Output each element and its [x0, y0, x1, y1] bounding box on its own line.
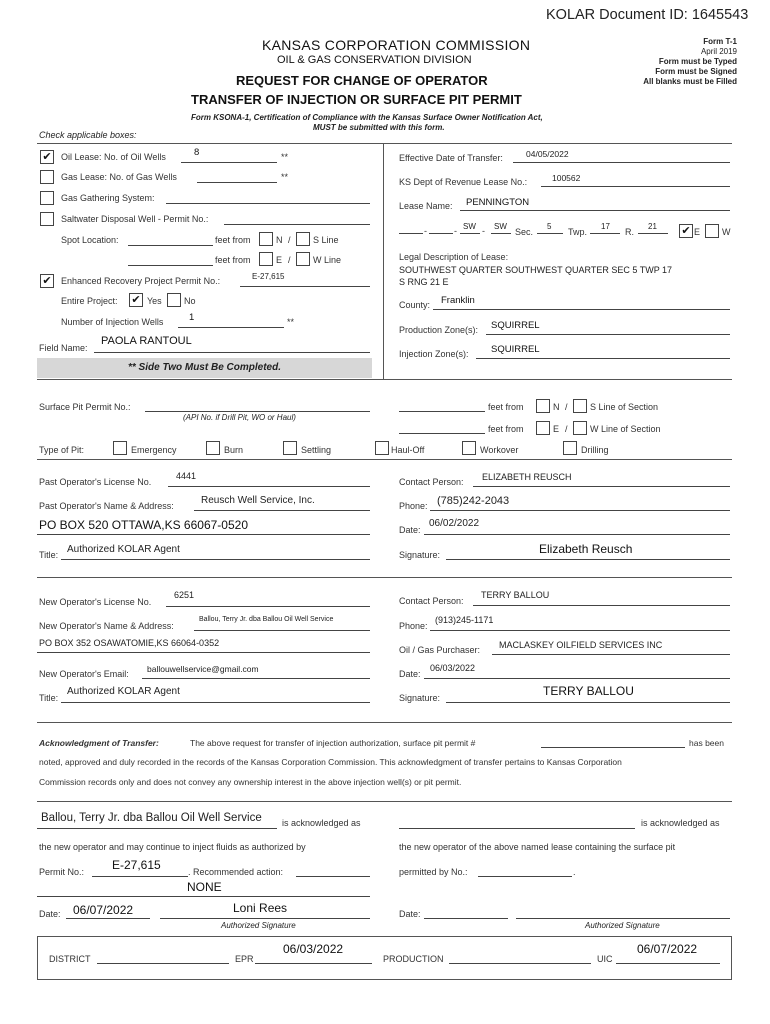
legal-description-line-1[interactable]: SOUTHWEST QUARTER SOUTHWEST QUARTER SEC 5 TWP 17: [399, 265, 673, 275]
pit-w-line-label: W Line of Section: [590, 424, 661, 434]
must-be-typed: Form must be Typed: [658, 57, 737, 66]
ack-permit-value[interactable]: E-27,615: [112, 858, 161, 872]
ack-left-date-label: Date:: [39, 909, 61, 919]
effective-date-value[interactable]: 04/05/2022: [526, 149, 569, 159]
district-line[interactable]: [97, 963, 229, 964]
new-email-line: [142, 678, 370, 679]
oil-wells-value[interactable]: 8: [194, 147, 200, 158]
new-date-label: Date:: [399, 669, 421, 679]
range-value[interactable]: 21: [648, 222, 657, 231]
past-signature-line: [446, 559, 730, 560]
past-date-label: Date:: [399, 525, 421, 535]
ack-left-text: the new operator and may continue to inject fluids as authorized by: [39, 842, 306, 852]
ack-right-auth-sig-label: Authorized Signature: [585, 921, 660, 930]
effective-date-label: Effective Date of Transfer:: [399, 153, 503, 163]
ack-text-1b: has been: [689, 738, 724, 748]
spot-slash-2: /: [288, 255, 291, 265]
gas-gathering-line[interactable]: [166, 203, 370, 204]
new-title-line: [61, 702, 370, 703]
new-phone-value[interactable]: (913)245-1171: [435, 615, 494, 625]
spot-e-checkbox[interactable]: [259, 252, 273, 266]
lease-name-label: Lease Name:: [399, 201, 453, 211]
gas-gathering-label: Gas Gathering System:: [61, 193, 155, 203]
spot-feet-from-2: feet from: [215, 255, 251, 265]
entire-no-checkbox[interactable]: [167, 293, 181, 307]
pit-type-label: Type of Pit:: [39, 445, 85, 455]
spot-ew-line[interactable]: [128, 265, 213, 266]
new-signature-line: [446, 702, 730, 703]
past-signature-value[interactable]: Elizabeth Reusch: [539, 542, 633, 556]
recommended-action-line-1: [296, 876, 370, 877]
form-subtitle-1: Form KSONA-1, Certification of Compliance with the Kansas Surface Owner Notification Act,: [191, 113, 543, 122]
recommended-action-label: . Recommended action:: [188, 867, 284, 877]
injection-wells-stars: **: [287, 317, 295, 327]
pit-burn-checkbox[interactable]: [206, 441, 220, 455]
pit-s-line-label: S Line of Section: [590, 402, 659, 412]
pit-ew-feet-line[interactable]: [399, 433, 485, 434]
lease-name-value[interactable]: PENNINGTON: [466, 197, 530, 208]
pit-n-label: N: [553, 402, 560, 412]
quarter-dash-1: -: [424, 226, 427, 236]
past-license-line: [168, 486, 370, 487]
past-date-value[interactable]: 06/02/2022: [429, 518, 480, 529]
ack-text-2: noted, approved and duly recorded in the records of the Kansas Corporation Commission. This acknowledgment of transfer pertains to Kansas Corporation: [39, 757, 622, 767]
document-id: KOLAR Document ID: 1645543: [546, 7, 749, 23]
uic-line: [616, 963, 720, 964]
purchaser-label: Oil / Gas Purchaser:: [399, 645, 481, 655]
new-address-line: [37, 652, 370, 653]
new-contact-label: Contact Person:: [399, 596, 464, 606]
injection-zone-value[interactable]: SQUIRREL: [491, 344, 540, 355]
county-line: [433, 309, 730, 310]
pit-drilling-label: Drilling: [581, 445, 609, 455]
pit-s-checkbox[interactable]: [573, 399, 587, 413]
agency-name: KANSAS CORPORATION COMMISSION: [262, 37, 531, 53]
spot-s-line-label: S Line: [313, 235, 339, 245]
pit-slash-2: /: [565, 424, 568, 434]
range-label: R.: [625, 227, 634, 237]
purchaser-line: [492, 654, 730, 655]
ack-permit-no-line: [92, 876, 188, 877]
new-license-value[interactable]: 6251: [174, 590, 195, 600]
spot-w-line-label: W Line: [313, 255, 342, 265]
new-signature-value[interactable]: TERRY BALLOU: [543, 684, 634, 698]
erp-checkbox[interactable]: ✔: [40, 274, 54, 288]
field-name-label: Field Name:: [39, 343, 88, 353]
ack-left-date-value[interactable]: 06/07/2022: [73, 903, 134, 917]
ack-right-date-label: Date:: [399, 909, 421, 919]
pit-w-checkbox[interactable]: [573, 421, 587, 435]
oil-lease-checkbox[interactable]: ✔: [40, 150, 54, 164]
range-e-checkbox[interactable]: ✔: [679, 224, 693, 238]
spot-e-label: E: [276, 255, 283, 265]
past-address-value[interactable]: PO BOX 520 OTTAWA,KS 66067-0520: [39, 518, 248, 532]
form-date: April 2019: [700, 47, 737, 56]
quarter-3-line: [460, 233, 480, 234]
entire-yes-checkbox[interactable]: ✔: [129, 293, 143, 307]
form-subtitle-2: MUST be submitted with this form.: [313, 123, 445, 132]
pit-e-label: E: [553, 424, 560, 434]
oil-lease-label: Oil Lease: No. of Oil Wells: [61, 152, 166, 162]
gas-lease-checkbox[interactable]: [40, 170, 54, 184]
section-bottom-rule: [37, 379, 732, 380]
form-title-line-1: REQUEST FOR CHANGE OF OPERATOR: [236, 73, 488, 88]
past-title-label: Title:: [39, 550, 59, 560]
epr-date-value[interactable]: 06/03/2022: [283, 942, 344, 956]
pit-workover-checkbox[interactable]: [462, 441, 476, 455]
past-signature-label: Signature:: [399, 550, 441, 560]
county-label: County:: [399, 300, 431, 310]
new-signature-label: Signature:: [399, 693, 441, 703]
recommended-action-line-2: [37, 896, 370, 897]
new-name-line: [194, 630, 370, 631]
pit-e-checkbox[interactable]: [536, 421, 550, 435]
entire-yes-label: Yes: [147, 296, 162, 306]
past-phone-value[interactable]: (785)242-2043: [437, 495, 510, 507]
erp-permit-line: [240, 286, 370, 287]
district-label: DISTRICT: [49, 954, 91, 964]
surface-pit-permit-line[interactable]: [145, 411, 370, 412]
division-name: OIL & GAS CONSERVATION DIVISION: [277, 54, 472, 66]
past-name-value[interactable]: Reusch Well Service, Inc.: [201, 495, 315, 506]
past-phone-line: [430, 510, 730, 511]
injection-zone-label: Injection Zone(s):: [399, 349, 469, 359]
quarter-1-line[interactable]: [399, 233, 423, 234]
quarter-2-line[interactable]: [429, 233, 453, 234]
spot-location-label: Spot Location:: [61, 235, 119, 245]
new-phone-label: Phone:: [399, 621, 428, 631]
production-line[interactable]: [449, 963, 591, 964]
spot-n-label: N: [276, 235, 283, 245]
effective-date-line: [513, 162, 730, 163]
legal-description-line-2[interactable]: S RNG 21 E: [399, 277, 449, 287]
quarter-dash-2: -: [454, 226, 457, 236]
field-name-value[interactable]: PAOLA RANTOUL: [101, 335, 192, 347]
epr-line: [255, 963, 372, 964]
pit-feet-from-1: feet from: [488, 402, 524, 412]
ack-left-signature-line: [160, 918, 370, 919]
ack-permit-line[interactable]: [541, 747, 685, 748]
sec-line: [537, 233, 563, 234]
ks-lease-no-value[interactable]: 100562: [552, 173, 581, 183]
sec-label: Sec.: [515, 227, 534, 237]
pit-slash-1: /: [565, 402, 568, 412]
side-two-banner: ** Side Two Must Be Completed.: [37, 358, 372, 378]
new-title-label: Title:: [39, 693, 59, 703]
ks-lease-no-label: KS Dept of Revenue Lease No.:: [399, 177, 528, 187]
lease-name-line: [460, 210, 730, 211]
past-section-rule: [37, 577, 732, 578]
range-w-checkbox[interactable]: [705, 224, 719, 238]
surface-pit-permit-label: Surface Pit Permit No.:: [39, 402, 131, 412]
swd-checkbox[interactable]: [40, 212, 54, 226]
gas-wells-line[interactable]: [197, 182, 277, 183]
entire-project-label: Entire Project:: [61, 296, 118, 306]
ack-left-is-acknowledged: is acknowledged as: [282, 818, 361, 828]
api-note: (API No. if Drill Pit, WO or Haul): [183, 413, 296, 422]
spot-location-line[interactable]: [128, 245, 213, 246]
form-number: Form T-1: [703, 37, 737, 46]
new-date-line: [424, 678, 730, 679]
past-title-line: [61, 559, 370, 560]
injection-wells-label: Number of Injection Wells: [61, 317, 164, 327]
ack-left-operator-name[interactable]: Ballou, Terry Jr. dba Ballou Oil Well Service: [41, 812, 262, 824]
swd-permit-line[interactable]: [224, 224, 370, 225]
new-phone-line: [430, 630, 730, 631]
gas-gathering-checkbox[interactable]: [40, 191, 54, 205]
oil-wells-stars: **: [281, 152, 289, 162]
erp-label: Enhanced Recovery Project Permit No.:: [61, 276, 221, 286]
section-divider: [383, 143, 384, 379]
past-phone-label: Phone:: [399, 501, 428, 511]
past-name-line: [194, 510, 370, 511]
pit-n-checkbox[interactable]: [536, 399, 550, 413]
past-contact-label: Contact Person:: [399, 477, 464, 487]
entire-no-label: No: [184, 296, 196, 306]
pit-burn-label: Burn: [224, 445, 244, 455]
legal-description-label: Legal Description of Lease:: [399, 252, 509, 262]
new-name-label: New Operator's Name & Address:: [39, 621, 174, 631]
ack-right-date-line[interactable]: [424, 918, 508, 919]
uic-date-value[interactable]: 06/07/2022: [637, 942, 698, 956]
range-e-label: E: [694, 227, 701, 237]
twp-label: Twp.: [568, 227, 588, 237]
pit-settling-checkbox[interactable]: [283, 441, 297, 455]
new-license-line: [166, 606, 370, 607]
spot-s-checkbox[interactable]: [296, 232, 310, 246]
uic-label: UIC: [597, 954, 613, 964]
sec-value[interactable]: 5: [547, 222, 552, 231]
ack-right-is-acknowledged: is acknowledged as: [641, 818, 720, 828]
new-license-label: New Operator's License No.: [39, 597, 152, 607]
pit-settling-label: Settling: [301, 445, 332, 455]
new-email-value[interactable]: ballouwellservice@gmail.com: [147, 664, 259, 674]
spot-n-checkbox[interactable]: [259, 232, 273, 246]
new-title-value[interactable]: Authorized KOLAR Agent: [67, 686, 180, 697]
spot-feet-from-1: feet from: [215, 235, 251, 245]
quarter-3-value[interactable]: SW: [463, 222, 476, 231]
permitted-by-period: .: [573, 867, 576, 877]
pit-feet-from-2: feet from: [488, 424, 524, 434]
spot-w-checkbox[interactable]: [296, 252, 310, 266]
range-w-label: W: [722, 227, 731, 237]
swd-label: Saltwater Disposal Well - Permit No.:: [61, 214, 209, 224]
pit-drilling-checkbox[interactable]: [563, 441, 577, 455]
production-zone-value[interactable]: SQUIRREL: [491, 320, 540, 331]
recommended-action-value[interactable]: NONE: [187, 880, 222, 894]
epr-label: EPR: [235, 954, 254, 964]
twp-value[interactable]: 17: [601, 222, 610, 231]
new-email-label: New Operator's Email:: [39, 669, 129, 679]
ks-lease-no-line: [541, 186, 730, 187]
field-name-line: [94, 352, 370, 353]
purchaser-value[interactable]: MACLASKEY OILFIELD SERVICES INC: [499, 640, 663, 650]
ack-left-signer[interactable]: Loni Rees: [233, 901, 288, 915]
ack-right-name-line[interactable]: [399, 828, 635, 829]
pit-emergency-label: Emergency: [131, 445, 177, 455]
new-section-rule: [37, 722, 732, 723]
injection-wells-value[interactable]: 1: [189, 312, 195, 323]
ack-left-name-line: [37, 828, 277, 829]
past-license-label: Past Operator's License No.: [39, 477, 152, 487]
blanks-filled: All blanks must be Filled: [643, 77, 737, 86]
spot-slash-1: /: [288, 235, 291, 245]
past-contact-value[interactable]: ELIZABETH REUSCH: [482, 472, 572, 482]
twp-line: [590, 233, 620, 234]
erp-permit-value[interactable]: E-27,615: [252, 272, 285, 281]
form-title-line-2: TRANSFER OF INJECTION OR SURFACE PIT PERMIT: [191, 92, 522, 107]
permitted-by-label: permitted by No.:: [399, 867, 468, 877]
new-contact-value[interactable]: TERRY BALLOU: [481, 590, 550, 600]
new-name-value[interactable]: Ballou, Terry Jr. dba Ballou Oil Well Service: [199, 616, 334, 623]
production-zone-line: [486, 334, 730, 335]
pit-haul-off-label: Haul-Off: [391, 445, 425, 455]
ack-text-3: Commission records only and does not convey any ownership interest in the above injection well(s) or pit permit.: [39, 777, 462, 787]
past-name-label: Past Operator's Name & Address:: [39, 501, 174, 511]
ack-heading: Acknowledgment of Transfer:: [39, 738, 159, 748]
ack-right-signature-line[interactable]: [516, 918, 730, 919]
section-top-rule: [37, 143, 732, 144]
quarter-4-value[interactable]: SW: [494, 222, 507, 231]
injection-wells-line: [178, 327, 284, 328]
new-contact-line: [473, 605, 730, 606]
quarter-4-line: [491, 233, 511, 234]
pit-section-rule: [37, 459, 732, 460]
past-title-value[interactable]: Authorized KOLAR Agent: [67, 544, 180, 555]
gas-lease-label: Gas Lease: No. of Gas Wells: [61, 172, 177, 182]
production-zone-label: Production Zone(s):: [399, 325, 479, 335]
permitted-by-line[interactable]: [478, 876, 572, 877]
past-license-value[interactable]: 4441: [176, 471, 197, 481]
ack-left-date-line: [66, 918, 150, 919]
ack-permit-label: Permit No.:: [39, 867, 85, 877]
new-address-value[interactable]: PO BOX 352 OSAWATOMIE,KS 66064-0352: [39, 638, 220, 648]
county-value[interactable]: Franklin: [441, 295, 475, 306]
past-date-line: [424, 534, 730, 535]
new-date-value[interactable]: 06/03/2022: [430, 663, 476, 673]
ack-section-rule: [37, 801, 732, 802]
past-address-line: [37, 534, 370, 535]
production-label: PRODUCTION: [383, 954, 444, 964]
ack-text-1: The above request for transfer of injection authorization, surface pit permit #: [190, 738, 476, 748]
oil-wells-line: [181, 162, 277, 163]
quarter-dash-3: -: [482, 226, 485, 236]
gas-wells-stars: **: [281, 172, 289, 182]
must-be-signed: Form must be Signed: [655, 67, 737, 76]
injection-zone-line: [476, 358, 730, 359]
ack-left-auth-sig-label: Authorized Signature: [221, 921, 296, 930]
check-boxes-label: Check applicable boxes:: [39, 130, 137, 140]
pit-workover-label: Workover: [480, 445, 519, 455]
pit-emergency-checkbox[interactable]: [113, 441, 127, 455]
pit-ns-feet-line[interactable]: [399, 411, 485, 412]
past-contact-line: [473, 486, 730, 487]
ack-right-text: the new operator of the above named lease containing the surface pit: [399, 842, 676, 852]
range-line: [638, 233, 668, 234]
pit-haul-off-checkbox[interactable]: [375, 441, 389, 455]
